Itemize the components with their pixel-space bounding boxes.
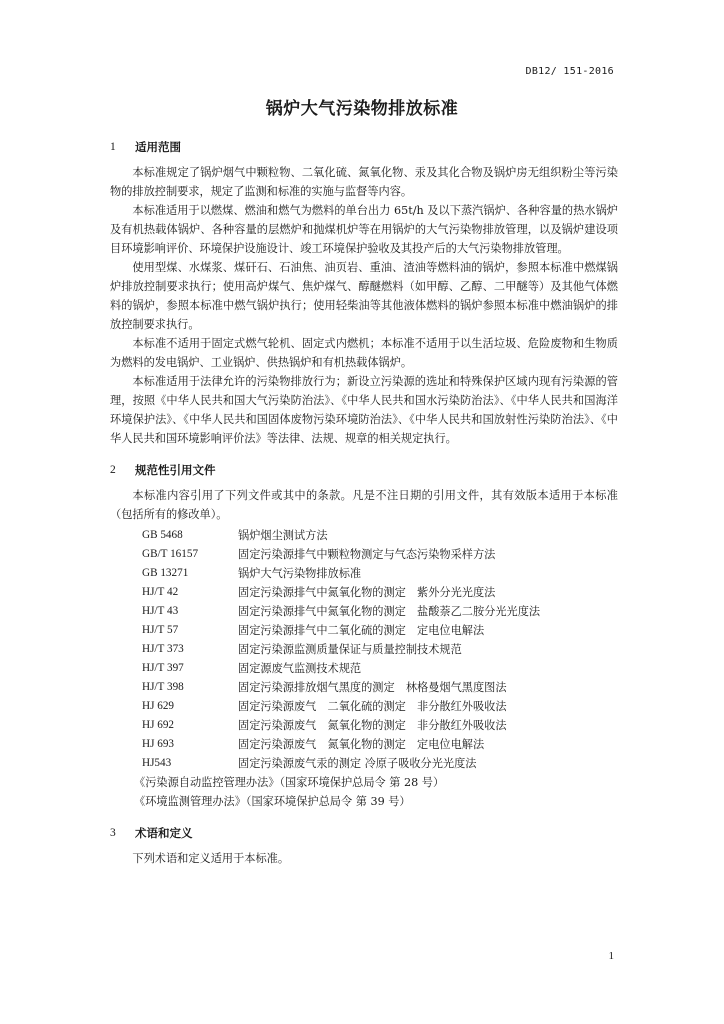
reference-title: 固定污染源排气中颗粒物测定与气态污染物采样方法 <box>238 548 496 561</box>
paragraph: 本标准内容引用了下列文件或其中的条款。凡是不注日期的引用文件，其有效版本适用于本标准（包括所有的修改单）。 <box>110 489 618 521</box>
page-title: 锅炉大气污染物排放标准 <box>265 99 459 119</box>
document-code: DB12/ 151-2016 <box>525 66 614 77</box>
reference-code: HJ/T 43 <box>142 605 179 617</box>
reference-title: 固定污染源废气 氮氧化物的测定 非分散红外吸收法 <box>238 719 507 732</box>
section-3-heading <box>110 824 618 843</box>
reference-item <box>110 640 618 659</box>
reference-item <box>110 545 618 564</box>
reference-title: 固定污染源废气汞的测定 冷原子吸收分光光度法 <box>238 757 477 770</box>
paragraph: 本标准适用于法律允许的污染物排放行为；新设立污染源的选址和特殊保护区域内现有污染源的管理，按照《中华人民共和国大气污染防治法》、《中华人民共和国水污染防治法》、《中华人民共和国海洋环境保护法》、《中华人民共和国固体废物污染环境防治法》、《中华人民共和国放射性污染防治法》、《中华人民共和国环境影响评价法》等法律、法规、规章的相关规定执行。 <box>110 375 618 445</box>
reference-regulation: 《污染源自动监控管理办法》（国家环境保护总局令 第 28 号） <box>134 776 445 789</box>
reference-code: GB/T 16157 <box>142 548 199 560</box>
reference-item <box>110 697 618 716</box>
reference-code: HJ/T 398 <box>142 681 184 693</box>
paragraph: 本标准不适用于固定式燃气轮机、固定式内燃机；本标准不适用于以生活垃圾、危险废物和生物质为燃料的发电锅炉、工业锅炉、供热锅炉和有机热载体锅炉。 <box>110 337 618 369</box>
reference-title: 固定污染源排气中二氧化硫的测定 定电位电解法 <box>238 624 485 637</box>
reference-code: GB 13271 <box>142 567 189 579</box>
reference-title: 锅炉烟尘测试方法 <box>238 529 328 542</box>
page-number: 1 <box>608 950 614 962</box>
paragraph: 本标准适用于以燃煤、燃油和燃气为燃料的单台出力 65t/h 及以下蒸汽锅炉、各种容量的热水锅炉及有机热载体锅炉、各种容量的层燃炉和抛煤机炉等在用锅炉的大气污染物排放管理，以及锅炉建设项目环境影响评价、环境保护设施设计、竣工环境保护验收及其投产后的大气污染物排放管理。 <box>110 204 618 255</box>
paragraph: 使用型煤、水煤浆、煤矸石、石油焦、油页岩、重油、渣油等燃料油的锅炉，参照本标准中燃煤锅炉排放控制要求执行；使用高炉煤气、焦炉煤气、醇醚燃料（如甲醇、乙醇、二甲醚等）及其他气体燃料的锅炉，参照本标准中燃气锅炉执行；使用轻柴油等其他液体燃料的锅炉参照本标准中燃油锅炉的排放控制要求执行。 <box>110 261 618 331</box>
reference-item <box>110 754 618 773</box>
reference-list <box>110 526 618 811</box>
section-1-heading <box>110 138 618 157</box>
paragraph: 本标准规定了锅炉烟气中颗粒物、二氧化硫、氮氧化物、汞及其化合物及锅炉房无组织粉尘等污染物的排放控制要求，规定了监测和标准的实施与监督等内容。 <box>110 166 618 198</box>
reference-code: HJ/T 397 <box>142 662 184 674</box>
section-number: 3 <box>110 827 116 839</box>
reference-item <box>110 621 618 640</box>
reference-regulation: 《环境监测管理办法》（国家环境保护总局令 第 39 号） <box>134 795 411 808</box>
reference-title: 固定污染源排气中氮氧化物的测定 盐酸萘乙二胺分光光度法 <box>238 605 541 618</box>
reference-code: HJ/T 57 <box>142 624 179 636</box>
reference-title: 固定污染源排放烟气黑度的测定 林格曼烟气黑度图法 <box>238 681 507 694</box>
reference-code: HJ/T 42 <box>142 586 179 598</box>
reference-title: 锅炉大气污染物排放标准 <box>238 567 362 580</box>
reference-code: HJ543 <box>142 757 172 769</box>
reference-item <box>110 564 618 583</box>
reference-title: 固定源废气监测技术规范 <box>238 662 362 675</box>
reference-item <box>110 526 618 545</box>
reference-title: 固定污染源废气 二氧化硫的测定 非分散红外吸收法 <box>238 700 507 713</box>
section-title: 适用范围 <box>135 140 181 154</box>
reference-item <box>110 716 618 735</box>
reference-title: 固定污染源排气中氮氧化物的测定 紫外分光光度法 <box>238 586 496 599</box>
reference-code: HJ 692 <box>142 719 175 731</box>
section-title: 术语和定义 <box>135 826 193 840</box>
reference-title: 固定污染源监测质量保证与质量控制技术规范 <box>238 643 462 656</box>
reference-code: HJ/T 373 <box>142 643 184 655</box>
reference-code: HJ 693 <box>142 738 175 750</box>
reference-item <box>110 735 618 754</box>
section-number: 2 <box>110 464 116 476</box>
section-title: 规范性引用文件 <box>135 463 216 477</box>
reference-item <box>110 602 618 621</box>
section-2-heading <box>110 461 618 480</box>
section-number: 1 <box>110 141 116 153</box>
reference-item <box>110 583 618 602</box>
reference-code: GB 5468 <box>142 529 183 541</box>
reference-code: HJ 629 <box>142 700 175 712</box>
reference-title: 固定污染源废气 氮氧化物的测定 定电位电解法 <box>238 738 485 751</box>
paragraph: 下列术语和定义适用于本标准。 <box>132 852 290 865</box>
document-body <box>110 134 618 868</box>
reference-item <box>110 678 618 697</box>
reference-item <box>110 659 618 678</box>
